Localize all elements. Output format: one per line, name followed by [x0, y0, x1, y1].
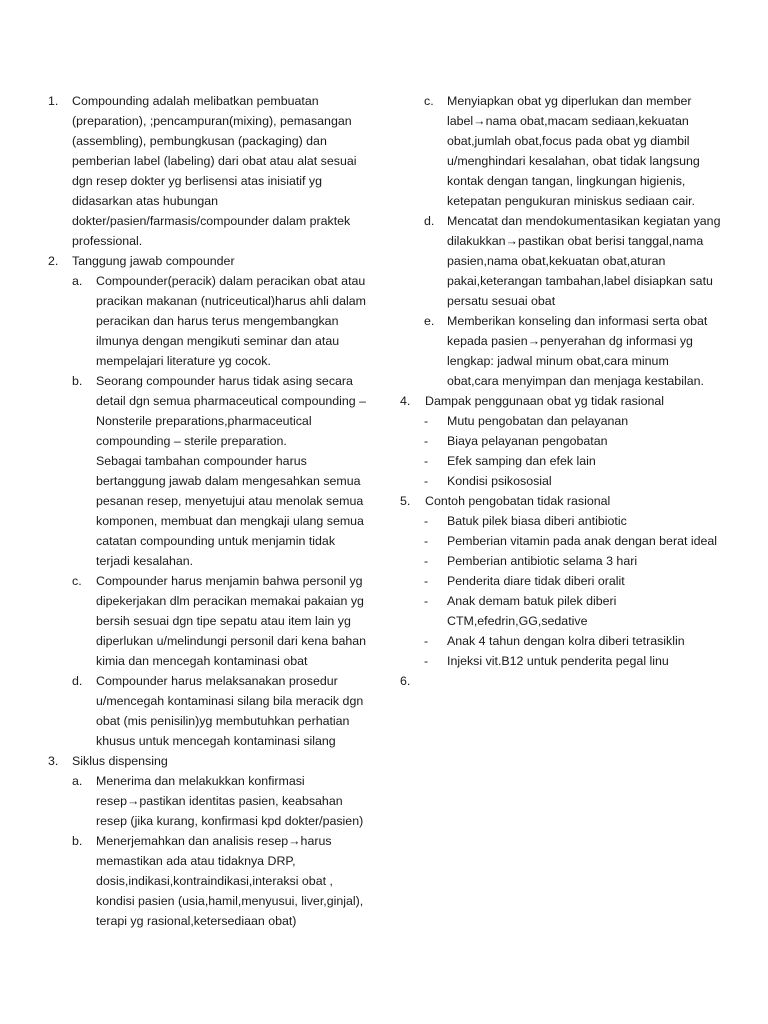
text-line	[48, 851, 388, 871]
bullet-item-text: Batuk pilek biasa diberi antibiotic	[447, 514, 627, 528]
sublist-item-text: diperlukan u/melindungi personil dari kena bahan	[96, 634, 367, 648]
sublist-item-text: Menerima dan melakukkan konfirmasi	[96, 774, 305, 788]
text-line	[48, 331, 388, 351]
text-line	[400, 211, 730, 231]
text-line	[48, 491, 388, 511]
text-line	[400, 131, 730, 151]
sublist-item-text: memastikan ada atau tidaknya DRP,	[96, 854, 296, 868]
bullet-item-text: Pemberian antibiotic selama 3 hari	[447, 554, 638, 568]
text-line	[48, 831, 388, 851]
list-item-text: (assembling), pembungkusan (packaging) dan	[72, 134, 327, 148]
text-line	[48, 771, 388, 791]
text-line	[48, 871, 388, 891]
text-line	[400, 411, 730, 431]
sublist-item-text: obat,jumlah obat,focus pada obat yg diambil	[447, 134, 690, 148]
text-line	[48, 531, 388, 551]
text-line	[400, 611, 730, 631]
sublist-letter: a.	[72, 274, 83, 288]
sublist-item-text: Compounder harus menjamin bahwa personil yg	[96, 574, 363, 588]
sublist-item-text: bersih sesuai dgn tipe sepatu atau item lain yg	[96, 614, 351, 628]
list-item-text: Contoh pengobatan tidak rasional	[425, 494, 611, 508]
list-item-text: didasarkan atas hubungan	[72, 194, 219, 208]
sublist-item-text: peracikan dan harus terus mengembangkan	[96, 314, 339, 328]
text-line	[48, 111, 388, 131]
text-line	[48, 631, 388, 651]
list-item-text: Dampak penggunaan obat yg tidak rasional	[425, 394, 665, 408]
bullet-dash: -	[424, 554, 429, 568]
list-item-text: Tanggung jawab compounder	[72, 254, 235, 268]
text-line	[48, 891, 388, 911]
sublist-item-text: pracikan makanan (nutriceutical)harus ahli dalam	[96, 294, 366, 308]
sublist-item-text: ilmunya dengan mengikuti seminar dan atau	[96, 334, 340, 348]
sublist-item-text: u/mencegah kontaminasi silang bila meracik dgn	[96, 694, 364, 708]
bullet-item-text: Anak demam batuk pilek diberi	[447, 594, 617, 608]
text-line	[48, 911, 388, 931]
text-line	[400, 631, 730, 651]
text-line	[400, 671, 730, 691]
text-line	[400, 191, 730, 211]
text-line	[48, 131, 388, 151]
text-line	[400, 111, 730, 131]
list-item-text: pemberian label (labeling) dari obat atau alat sesuai	[72, 154, 357, 168]
sublist-item-text: dosis,indikasi,kontraindikasi,interaksi obat ,	[96, 874, 333, 888]
sublist-item-text: Menyiapkan obat yg diperlukan dan member	[447, 94, 692, 108]
text-line	[48, 711, 388, 731]
sublist-item-text: Sebagai tambahan compounder harus	[96, 454, 307, 468]
sublist-letter: e.	[424, 314, 435, 328]
text-line	[48, 611, 388, 631]
sublist-item-text: Menerjemahkan dan analisis resep→harus	[96, 834, 332, 848]
sublist-item-text: Mencatat dan mendokumentasikan kegiatan yang	[447, 214, 721, 228]
text-line	[48, 451, 388, 471]
sublist-item-text: Seorang compounder harus tidak asing secara	[96, 374, 353, 388]
sublist-item-text: dipekerjakan dlm peracikan memakai pakaian yg	[96, 594, 364, 608]
list-item-text: professional.	[72, 234, 143, 248]
bullet-dash: -	[424, 414, 429, 428]
text-line	[48, 731, 388, 751]
bullet-dash: -	[424, 474, 429, 488]
text-line	[48, 811, 388, 831]
list-item-text: Siklus dispensing	[72, 754, 168, 768]
sublist-letter: a.	[72, 774, 83, 788]
list-number: 4.	[400, 394, 411, 408]
sublist-item-text: persatu sesuai obat	[447, 294, 556, 308]
bullet-dash: -	[424, 634, 429, 648]
bullet-item-text: Injeksi vit.B12 untuk penderita pegal linu	[447, 654, 669, 668]
bullet-dash: -	[424, 514, 429, 528]
sublist-item-text: kondisi pasien (usia,hamil,menyusui, liver,ginjal),	[96, 894, 364, 908]
text-line	[48, 391, 388, 411]
text-line	[48, 511, 388, 531]
text-line	[400, 331, 730, 351]
bullet-dash: -	[424, 454, 429, 468]
sublist-item-text: resep (jika kurang, konfirmasi kpd dokter/pasien)	[96, 814, 364, 828]
list-item-text: dgn resep dokter yg berlisensi atas inisiatif yg	[72, 174, 323, 188]
text-line	[48, 191, 388, 211]
sublist-item-text: pesanan resep, menyetujui atau menolak semua	[96, 494, 364, 508]
bullet-item-text: Mutu pengobatan dan pelayanan	[447, 414, 629, 428]
text-line	[48, 91, 388, 111]
list-number: 3.	[48, 754, 59, 768]
bullet-item-text: Biaya pelayanan pengobatan	[447, 434, 608, 448]
text-line	[400, 251, 730, 271]
text-line	[400, 651, 730, 671]
sublist-letter: b.	[72, 834, 83, 848]
sublist-item-text: obat,cara menyimpan dan menjaga kestabilan.	[447, 374, 704, 388]
text-line	[48, 651, 388, 671]
text-line	[48, 231, 388, 251]
list-item-text: Compounding adalah melibatkan pembuatan	[72, 94, 319, 108]
sublist-letter: c.	[424, 94, 434, 108]
bullet-dash: -	[424, 574, 429, 588]
text-line	[48, 371, 388, 391]
text-line	[48, 211, 388, 231]
sublist-item-text: komponen, membuat dan mengkaji ulang semua	[96, 514, 364, 528]
list-item-text: (preparation), ;pencampuran(mixing), pemasangan	[72, 114, 352, 128]
sublist-letter: d.	[72, 674, 83, 688]
sublist-item-text: ketepatan pengukuran miniskus sediaan cair.	[447, 194, 695, 208]
bullet-item-text: Anak 4 tahun dengan kolra diberi tetrasiklin	[447, 634, 685, 648]
sublist-item-text: obat (mis penisilin)yg membutuhkan perhatian	[96, 714, 350, 728]
text-line	[48, 151, 388, 171]
sublist-item-text: compounding – sterile preparation.	[96, 434, 287, 448]
sublist-item-text: CTM,efedrin,GG,sedative	[447, 614, 588, 628]
text-line	[400, 271, 730, 291]
bullet-dash: -	[424, 594, 429, 608]
sublist-item-text: khusus untuk mencegah kontaminasi silang	[96, 734, 336, 748]
text-line	[48, 471, 388, 491]
text-line	[400, 351, 730, 371]
text-line	[48, 751, 388, 771]
right-column	[400, 91, 730, 691]
text-line	[400, 571, 730, 591]
sublist-item-text: mempelajari literature yg cocok.	[96, 354, 271, 368]
list-number: 2.	[48, 254, 59, 268]
bullet-item-text: Pemberian vitamin pada anak dengan berat ideal	[447, 534, 718, 548]
bullet-item-text: Kondisi psikososial	[447, 474, 552, 488]
text-line	[48, 691, 388, 711]
text-line	[400, 91, 730, 111]
text-line	[400, 311, 730, 331]
text-line	[48, 271, 388, 291]
bullet-item-text: Efek samping dan efek lain	[447, 454, 596, 468]
text-line	[48, 251, 388, 271]
text-line	[48, 171, 388, 191]
sublist-item-text: bertanggung jawab dalam mengesahkan semua	[96, 474, 361, 488]
sublist-item-text: Nonsterile preparations,pharmaceutical	[96, 414, 312, 428]
text-line	[400, 551, 730, 571]
text-line	[48, 311, 388, 331]
sublist-item-text: catatan compounding untuk menjamin tidak	[96, 534, 336, 548]
sublist-item-text: detail dgn semua pharmaceutical compounding –	[96, 394, 367, 408]
sublist-letter: c.	[72, 574, 82, 588]
text-line	[400, 591, 730, 611]
text-line	[48, 571, 388, 591]
list-number: 6.	[400, 674, 411, 688]
text-line	[48, 791, 388, 811]
list-item-text: dokter/pasien/farmasis/compounder dalam praktek	[72, 214, 351, 228]
sublist-item-text: Compounder harus melaksanakan prosedur	[96, 674, 338, 688]
text-line	[400, 451, 730, 471]
text-line	[400, 471, 730, 491]
sublist-item-text: Memberikan konseling dan informasi serta obat	[447, 314, 708, 328]
text-line	[400, 151, 730, 171]
sublist-item-text: terjadi kesalahan.	[96, 554, 194, 568]
sublist-item-text: u/menghindari kesalahan, obat tidak langsung	[447, 154, 700, 168]
sublist-letter: d.	[424, 214, 435, 228]
text-line	[48, 591, 388, 611]
bullet-dash: -	[424, 434, 429, 448]
sublist-item-text: label→nama obat,macam sediaan,kekuatan	[447, 114, 689, 128]
list-number: 1.	[48, 94, 59, 108]
text-line	[400, 291, 730, 311]
sublist-item-text: terapi yg rasional,ketersediaan obat)	[96, 914, 297, 928]
sublist-letter: b.	[72, 374, 83, 388]
text-line	[400, 531, 730, 551]
text-line	[400, 391, 730, 411]
text-line	[48, 411, 388, 431]
text-line	[48, 351, 388, 371]
left-column	[48, 91, 388, 931]
text-line	[400, 171, 730, 191]
sublist-item-text: kimia dan mencegah kontaminasi obat	[96, 654, 308, 668]
bullet-item-text: Penderita diare tidak diberi oralit	[447, 574, 625, 588]
sublist-item-text: pasien,nama obat,kekuatan obat,aturan	[447, 254, 666, 268]
text-line	[400, 431, 730, 451]
sublist-item-text: Compounder(peracik) dalam peracikan obat atau	[96, 274, 366, 288]
sublist-item-text: resep→pastikan identitas pasien, keabsahan	[96, 794, 343, 808]
text-line	[48, 291, 388, 311]
bullet-dash: -	[424, 534, 429, 548]
text-line	[48, 551, 388, 571]
text-line	[400, 231, 730, 251]
sublist-item-text: kepada pasien→penyerahan dg informasi yg	[447, 334, 693, 348]
sublist-item-text: kontak dengan tangan, lingkungan higienis,	[447, 174, 686, 188]
sublist-item-text: lengkap: jadwal minum obat,cara minum	[447, 354, 669, 368]
bullet-dash: -	[424, 654, 429, 668]
list-number: 5.	[400, 494, 411, 508]
text-line	[400, 491, 730, 511]
text-line	[48, 671, 388, 691]
text-line	[400, 371, 730, 391]
text-line	[48, 431, 388, 451]
sublist-item-text: dilakukkan→pastikan obat berisi tanggal,nama	[447, 234, 704, 248]
text-line	[400, 511, 730, 531]
sublist-item-text: pakai,keterangan tambahan,label disiapkan satu	[447, 274, 713, 288]
